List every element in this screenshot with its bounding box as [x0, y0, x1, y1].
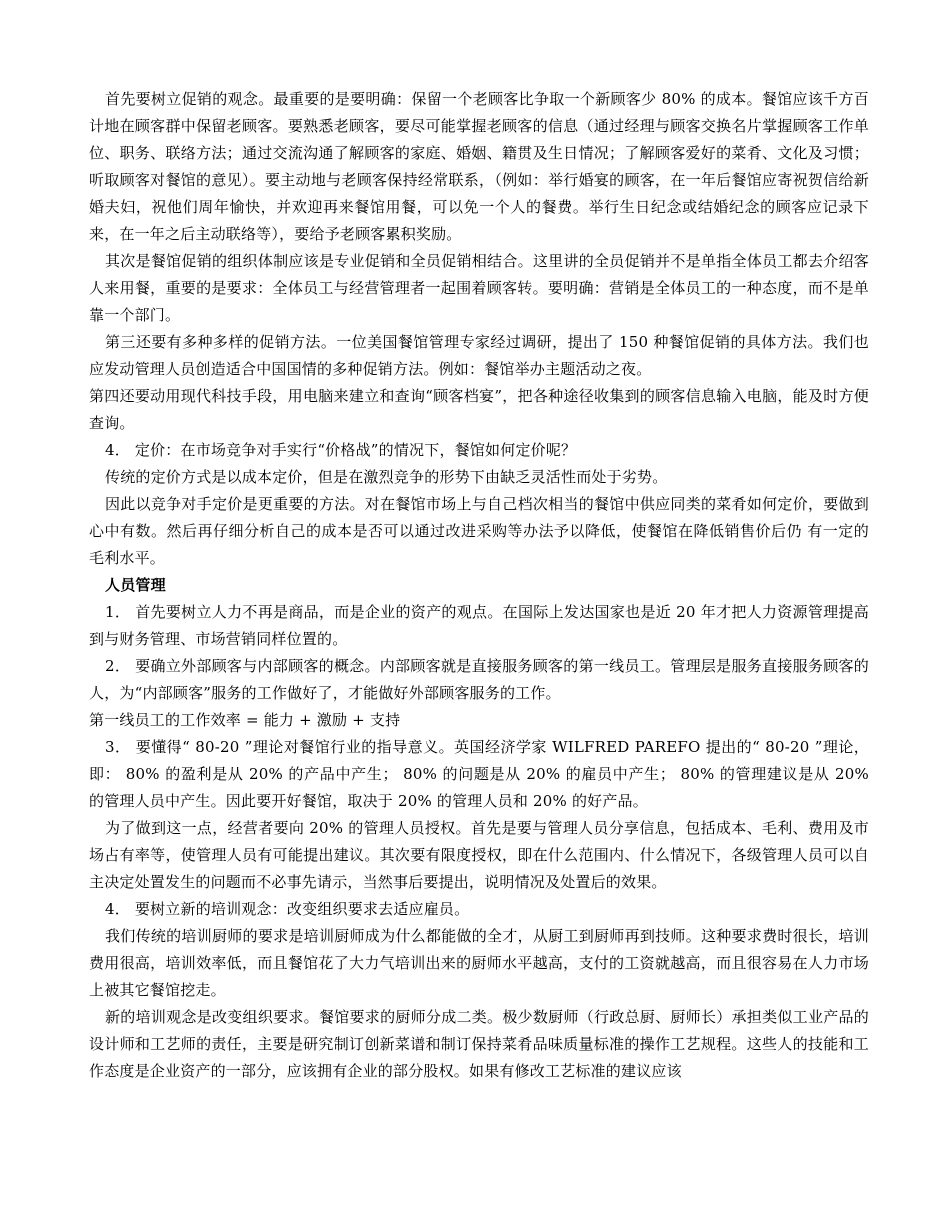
paragraph-promotion-methods: 第三还要有多种多样的促销方法。一位美国餐馆管理专家经过调研，提出了 150 种餐馆促销的具体方法。我们也应发动管理人员创造适合中国国情的多种促销方法。例如：餐馆举办主题活动之夜。: [89, 333, 869, 378]
paragraph-traditional-training: 我们传统的培训厨师的要求是培训厨师成为什么都能做的全才，从厨工到厨师再到技师。这种要求费时很长，培训费用很高，培训效率低，而且餐馆花了大力气培训出来的厨师水平越高，支付的工资就越高，而且很容易在人力市场上被其它餐馆挖走。: [89, 927, 869, 999]
section-heading-personnel: 人员管理: [105, 576, 166, 594]
paragraph-delegation: 为了做到这一点，经营者要向 20% 的管理人员授权。首先是要与管理人员分享信息，包括成本、毛利、费用及市场占有率等，使管理人员有可能提出建议。其次要有限度授权，即在什么范围内、什么情况下，各级管理人员可以自主决定处置发生的问题而不必事先请示，当然事后要提出，说明情况及处置后的效果。: [89, 819, 869, 891]
paragraph-competitor-pricing: 因此以竞争对手定价是更重要的方法。对在餐馆市场上与自己档次相当的餐馆中供应同类的菜肴如何定价，要做到心中有数。然后再仔细分析自己的成本是否可以通过改进采购等办法予以降低，使餐馆在降低销售价后仍 有一定的毛利水平。: [89, 495, 869, 567]
paragraph-human-assets: 1． 首先要树立人力不再是商品，而是企业的资产的观点。在国际上发达国家也是近 20 年才把人力资源管理提高到与财务管理、市场营销同样位置的。: [89, 603, 869, 648]
paragraph-retain-old-customers: 首先要树立促销的观念。最重要的是要明确：保留一个老顾客比争取一个新顾客少 80% 的成本。餐馆应该千方百计地在顾客群中保留老顾客。要熟悉老顾客，要尽可能掌握老顾客的信息（通过经理与顾客交换名片掌握顾客工作单位、职务、联络方法；通过交流沟通了解顾客的家庭、婚姻、籍贯及生日情况；了解顾客爱好的菜肴、文化及习惯；听取顾客对餐馆的意见）。要主动地与老顾客保持经常联系，（例如：举行婚宴的顾客，在一年后餐馆应寄祝贺信给新婚夫妇，祝他们周年愉快，并欢迎再来餐馆用餐，可以免一个人的餐费。举行生日纪念或结婚纪念的顾客应记录下来，在一年之后主动联络等），要给予老顾客累积奖励。: [89, 90, 869, 243]
paragraph-promotion-organization: 其次是餐馆促销的组织体制应该是专业促销和全员促销相结合。这里讲的全员促销并不是单指全体员工都去介绍客人来用餐，重要的是要求：全体员工与经营管理者一起围着顾客转。要明确：营销是全体员工的一种态度，而不是单靠一个部门。: [89, 252, 869, 324]
paragraph-new-training: 新的培训观念是改变组织要求。餐馆要求的厨师分成二类。极少数厨师（行政总厨、厨师长）承担类似工业产品的设计师和工艺师的责任，主要是研究制订创新菜谱和制订保持菜肴品味质量标准的操作工艺规程。这些人的技能和工作态度是企业资产的一部分，应该拥有企业的部分股权。如果有修改工艺标准的建议应该: [89, 1008, 869, 1080]
paragraph-traditional-pricing: 传统的定价方式是以成本定价，但是在激烈竞争的形势下由缺乏灵活性而处于劣势。: [105, 468, 668, 486]
paragraph-efficiency-formula: 第一线员工的工作效率 = 能力 + 激励 + 支持: [89, 711, 401, 729]
paragraph-80-20-theory: 3． 要懂得“ 80-20 ”理论对餐馆行业的指导意义。英国经济学家 WILFRED PAREFO 提出的“ 80-20 ”理论，即： 80% 的盈利是从 20% 的产品中产生； 80% 的问题是从 20% 的雇员中产生； 80% 的管理建议是从 20% 的管理人员中产生。因此要开好餐馆，取决于 20% 的管理人员和 20% 的好产品。: [89, 738, 869, 810]
paragraph-internal-customers: 2． 要确立外部顾客与内部顾客的概念。内部顾客就是直接服务顾客的第一线员工。管理层是服务直接服务顾客的人，为“内部顾客”服务的工作做好了，才能做好外部顾客服务的工作。: [89, 657, 869, 702]
paragraph-technology: 第四还要动用现代科技手段，用电脑来建立和查询“顾客档宴”，把各种途径收集到的顾客信息输入电脑，能及时方便查询。: [89, 387, 869, 432]
paragraph-training-concept: 4． 要树立新的培训观念：改变组织要求去适应雇员。: [105, 900, 470, 918]
document-body: [89, 86, 869, 1085]
paragraph-pricing-question: 4． 定价：在市场竞争对手实行“价格战”的情况下，餐馆如何定价呢？: [105, 441, 577, 459]
